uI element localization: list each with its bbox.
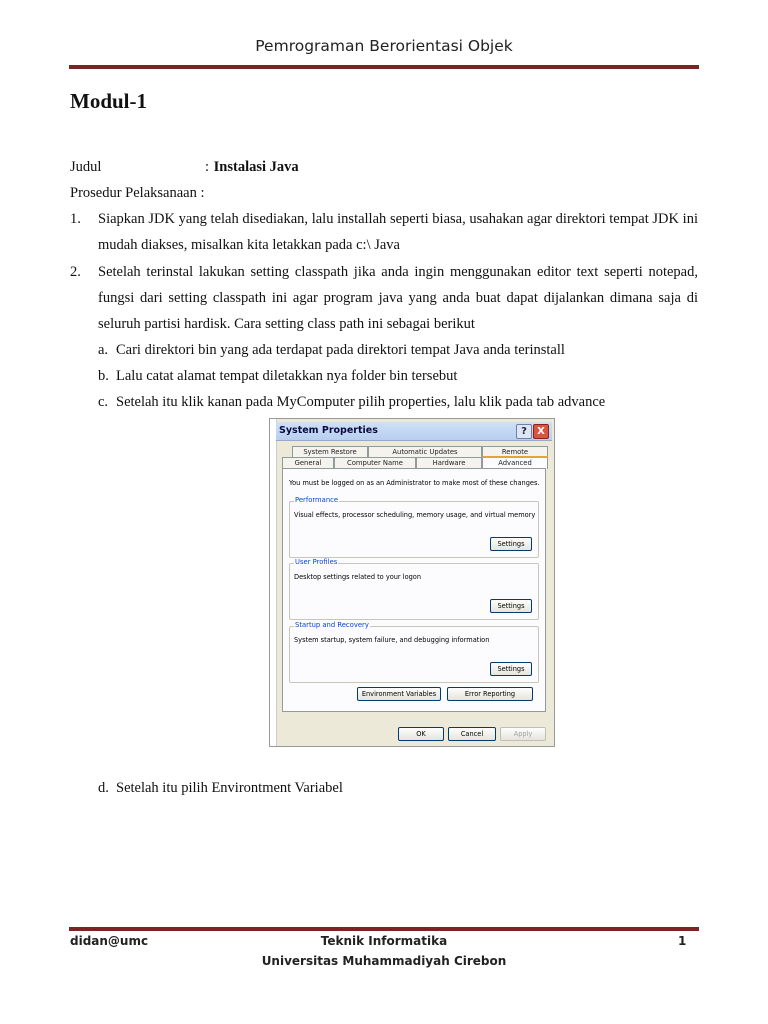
user-profiles-settings-button[interactable]: Settings — [490, 599, 532, 613]
cancel-button[interactable]: Cancel — [448, 727, 496, 741]
system-properties-screenshot — [269, 418, 555, 747]
dialog-titlebar — [276, 422, 552, 441]
judul-value: Instalasi Java — [213, 159, 299, 175]
help-icon[interactable]: ? — [516, 424, 532, 439]
step-text: Setelah terinstal lakukan setting classpath jika anda ingin menggunakan editor text seperti notepad, fungsi dari setting classpath ini agar program java yang anda buat dapat dijalankan dimana saja di seluruh partisi hardisk. Cara setting class path ini sebagai berikut — [98, 264, 698, 332]
close-icon[interactable]: X — [533, 424, 549, 439]
desktop-strip — [270, 419, 277, 746]
footer-author: didan@umc — [70, 934, 149, 948]
substep-letter: c. — [98, 394, 109, 410]
substep-item — [98, 389, 605, 415]
group-label: Startup and Recovery — [295, 621, 369, 629]
substep-letter: a. — [98, 342, 109, 358]
step-item — [70, 206, 698, 258]
tab-system-restore[interactable]: System Restore — [292, 446, 368, 457]
page-number: 1 — [678, 934, 687, 948]
footer-rule — [69, 927, 699, 931]
substep-text: Cari direktori bin yang ada terdapat pada direktori tempat Java anda terinstall — [116, 342, 565, 358]
substep-item — [98, 363, 457, 389]
user-profiles-group — [289, 558, 539, 620]
startup-recovery-group — [289, 621, 539, 683]
footer-university: Universitas Muhammadiyah Cirebon — [261, 954, 507, 968]
startup-settings-button[interactable]: Settings — [490, 662, 532, 676]
group-label: User Profiles — [295, 558, 338, 566]
step-item — [70, 259, 698, 337]
tab-automatic-updates[interactable]: Automatic Updates — [368, 446, 482, 457]
ok-button[interactable]: OK — [398, 727, 444, 741]
group-description: Visual effects, processor scheduling, memory usage, and virtual memory — [294, 511, 536, 519]
step-text: Siapkan JDK yang telah disediakan, lalu installah seperti biasa, usahakan agar direktori tempat JDK ini mudah diakses, misalkan kita letakkan pada c:\ Java — [98, 211, 698, 253]
admin-message: You must be logged on as an Administrator to make most of these changes. — [289, 479, 540, 487]
substep-item — [98, 337, 565, 363]
footer-department: Teknik Informatika — [320, 934, 448, 948]
tab-general[interactable]: General — [282, 457, 334, 468]
judul-label: Judul — [70, 159, 102, 175]
header-rule — [69, 65, 699, 69]
module-title: Modul-1 — [70, 89, 148, 113]
procedure-label: Prosedur Pelaksanaan : — [70, 185, 205, 201]
step-number: 2. — [70, 264, 81, 280]
substep-letter: d. — [98, 780, 109, 796]
tab-hardware[interactable]: Hardware — [416, 457, 482, 468]
tab-remote[interactable]: Remote — [482, 446, 548, 457]
error-reporting-button[interactable]: Error Reporting — [447, 687, 533, 701]
running-header: Pemrograman Berorientasi Objek — [255, 37, 513, 55]
performance-group — [289, 496, 539, 558]
substep-text: Setelah itu pilih Environtment Variabel — [116, 780, 343, 796]
step-number: 1. — [70, 211, 81, 227]
group-label: Performance — [295, 496, 339, 504]
environment-variables-button[interactable]: Environment Variables — [357, 687, 441, 701]
judul-separator: : — [205, 159, 210, 175]
tab-row-2 — [282, 457, 546, 468]
group-description: Desktop settings related to your logon — [294, 573, 422, 581]
tab-advanced[interactable]: Advanced — [482, 456, 548, 469]
substep-text: Setelah itu klik kanan pada MyComputer pilih properties, lalu klik pada tab advance — [116, 394, 606, 410]
substep-item — [98, 775, 343, 801]
performance-settings-button[interactable]: Settings — [490, 537, 532, 551]
dialog-title: System Properties — [279, 425, 378, 436]
group-description: System startup, system failure, and debugging information — [294, 636, 490, 644]
judul-row — [70, 154, 299, 180]
substep-text: Lalu catat alamat tempat diletakkan nya folder bin tersebut — [116, 368, 458, 384]
substep-letter: b. — [98, 368, 109, 384]
tab-computer-name[interactable]: Computer Name — [334, 457, 416, 468]
advanced-panel — [282, 468, 546, 712]
apply-button: Apply — [500, 727, 546, 741]
